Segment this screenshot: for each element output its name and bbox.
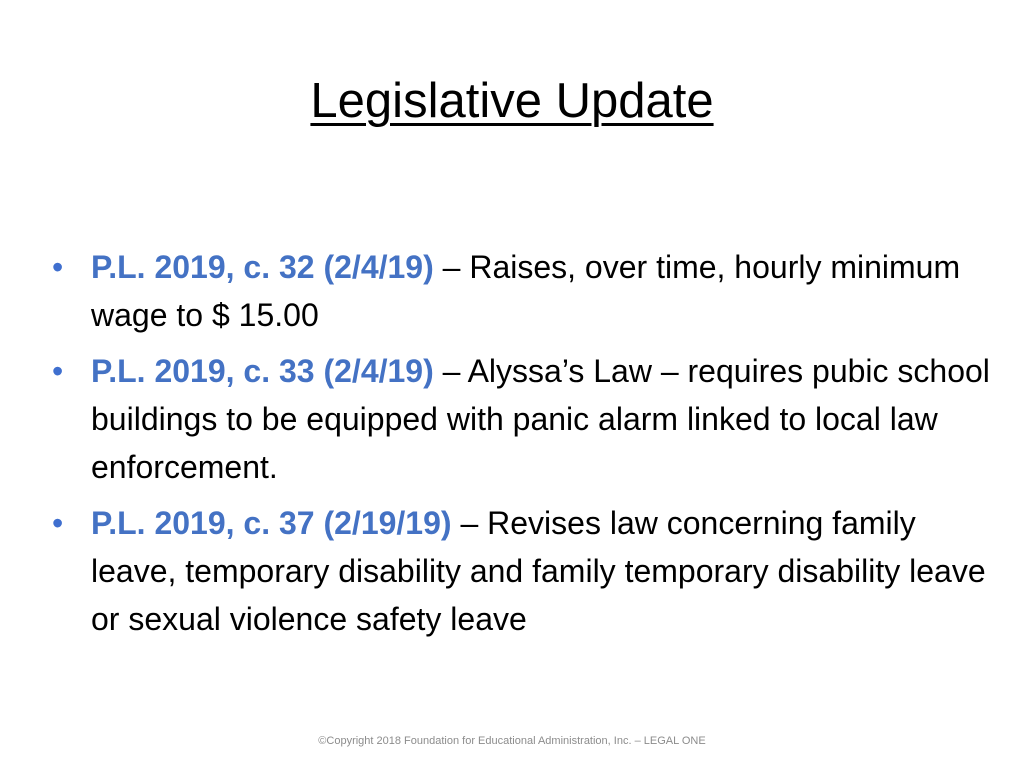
bullet-icon: • (52, 249, 64, 285)
law-reference: P.L. 2019, c. 32 (2/4/19) (91, 249, 434, 285)
bullet-icon: • (52, 353, 64, 389)
bullet-item (52, 347, 992, 491)
bullet-item (52, 499, 992, 643)
copyright-footer: ©Copyright 2018 Foundation for Educational Administration, Inc. – LEGAL ONE (318, 735, 706, 747)
bullet-list (52, 243, 992, 651)
law-description: – Revises law concerning family leave, temporary disability and family temporary disability leave or sexual violence safety leave (91, 505, 986, 637)
bullet-icon: • (52, 505, 64, 541)
law-description: – Alyssa’s Law – requires pubic school buildings to be equipped with panic alarm linked to local law enforcement. (91, 353, 990, 485)
law-reference: P.L. 2019, c. 33 (2/4/19) (91, 353, 434, 389)
slide-title: Legislative Update (310, 74, 714, 128)
law-reference: P.L. 2019, c. 37 (2/19/19) (91, 505, 452, 541)
bullet-item (52, 243, 992, 339)
law-description: – Raises, over time, hourly minimum wage to $ 15.00 (91, 249, 961, 333)
